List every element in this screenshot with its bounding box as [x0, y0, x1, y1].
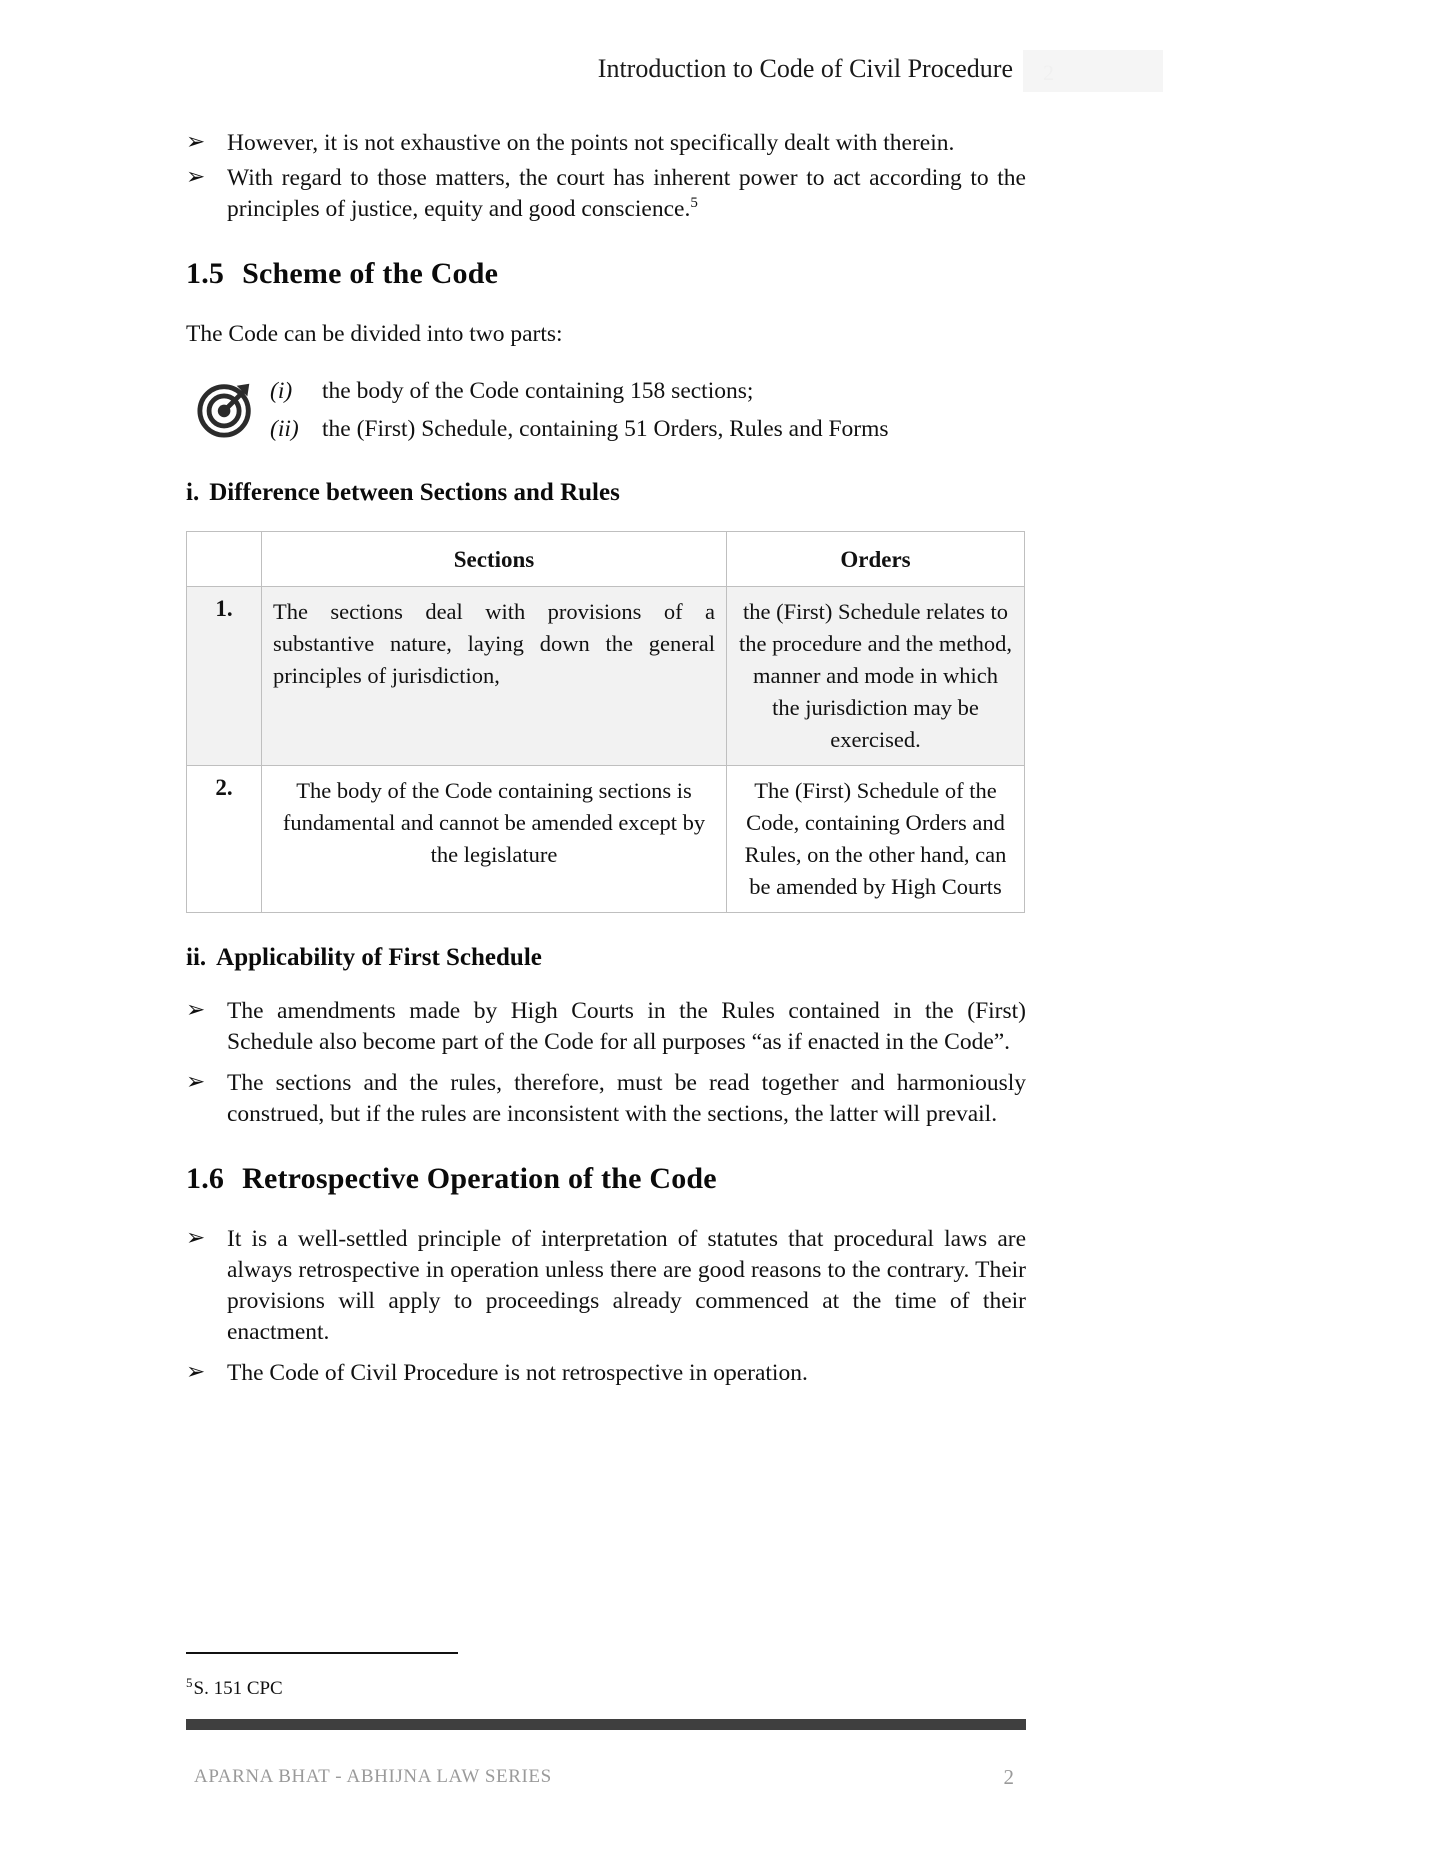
- footnote-ref: 5: [690, 195, 698, 212]
- list-item: [186, 996, 1026, 1058]
- list-item: [186, 128, 1026, 159]
- list-item-text: the body of the Code containing 158 sections;: [322, 378, 754, 404]
- list-item: [186, 163, 1026, 225]
- list-item-text: the (First) Schedule, containing 51 Orders, Rules and Forms: [322, 416, 889, 442]
- arrow-bullet-icon: ➢: [186, 1225, 206, 1251]
- target-icon: [196, 377, 258, 439]
- heading-1-6-title: Retrospective Operation of the Code: [242, 1162, 717, 1195]
- heading-1-5-number: 1.5: [186, 257, 225, 290]
- list-item: [270, 410, 1026, 448]
- heading-1-6-number: 1.6: [186, 1162, 225, 1195]
- header-title: Introduction to Code of Civil Procedure: [597, 54, 1013, 83]
- page-content: [186, 128, 1026, 1399]
- table-header-row: [187, 532, 1025, 587]
- list-item: [186, 1358, 1026, 1389]
- cell-orders: the (First) Schedule relates to the procedure and the method, manner and mode in which the jurisdiction may be exercised.: [727, 587, 1025, 766]
- table-row: [187, 587, 1025, 766]
- list-item: [270, 372, 1026, 410]
- arrow-bullet-icon: ➢: [186, 164, 206, 190]
- footnote-separator: [186, 1652, 458, 1654]
- subheading-i-number: i.: [186, 479, 200, 506]
- page-header: [0, 52, 1445, 98]
- arrow-bullet-icon: ➢: [186, 129, 206, 155]
- column-header-orders: Orders: [727, 532, 1025, 587]
- header-page-badge-number: 2: [1043, 60, 1054, 85]
- footnote-entry: [186, 1676, 1036, 1701]
- arrow-bullet-icon: ➢: [186, 997, 206, 1023]
- footer-page-number: 2: [1003, 1765, 1014, 1789]
- cell-sections: The sections deal with provisions of a substantive nature, laying down the general principles of jurisdiction,: [262, 587, 727, 766]
- list-item: [186, 1224, 1026, 1348]
- subsection-ii-bullet-list: [186, 996, 1026, 1130]
- table-row: [187, 766, 1025, 913]
- subheading-ii-title: Applicability of First Schedule: [216, 944, 542, 971]
- page-footer: [186, 1762, 1026, 1796]
- cell-index: 1.: [187, 587, 262, 766]
- footnote-body: S. 151 CPC: [193, 1678, 283, 1699]
- arrow-bullet-icon: ➢: [186, 1359, 206, 1385]
- list-item-text: It is a well-settled principle of interpretation of statutes that procedural laws are always retrospective in operation unless there are good reasons to the contrary. Their provisions will apply to proceedings already commenced at the time of their enactment.: [227, 1226, 1026, 1345]
- footnote-marker: 5: [186, 1674, 193, 1690]
- list-item-text: The Code of Civil Procedure is not retrospective in operation.: [227, 1360, 808, 1386]
- sections-orders-table: [186, 531, 1025, 913]
- list-item: [186, 1068, 1026, 1130]
- column-header-sections: Sections: [262, 532, 727, 587]
- cell-sections: The body of the Code containing sections is fundamental and cannot be amended except by the legislature: [262, 766, 727, 913]
- heading-1-5-title: Scheme of the Code: [242, 257, 499, 290]
- code-parts-list: [270, 372, 1026, 448]
- heading-1-6: [186, 1160, 1026, 1198]
- section-1-6-bullet-list: [186, 1224, 1026, 1389]
- cell-index: 2.: [187, 766, 262, 913]
- subheading-ii-number: ii.: [186, 944, 207, 971]
- intro-bullet-list: [186, 128, 1026, 225]
- code-parts-block: [186, 372, 1026, 448]
- roman-label: (i): [270, 378, 293, 404]
- subheading-i-title: Difference between Sections and Rules: [209, 479, 620, 506]
- heading-1-5: [186, 255, 1026, 293]
- cell-orders: The (First) Schedule of the Code, containing Orders and Rules, on the other hand, can be amended by High Courts: [727, 766, 1025, 913]
- subheading-ii: [186, 941, 1026, 974]
- footer-divider-bar: [186, 1719, 1026, 1730]
- column-header-index: [187, 532, 262, 587]
- subheading-i: [186, 476, 1026, 509]
- footer-series-label: APARNA BHAT - ABHIJNA LAW SERIES: [194, 1766, 552, 1787]
- list-item-text: With regard to those matters, the court has inherent power to act according to the principles of justice, equity and good conscience.: [227, 165, 1026, 222]
- section-1-5-intro: The Code can be divided into two parts:: [186, 321, 563, 347]
- list-item-text: However, it is not exhaustive on the points not specifically dealt with therein.: [227, 130, 955, 156]
- roman-label: (ii): [270, 416, 299, 442]
- arrow-bullet-icon: ➢: [186, 1069, 206, 1095]
- list-item-text: The sections and the rules, therefore, must be read together and harmoniously construed, but if the rules are inconsistent with the sections, the latter will prevail.: [227, 1070, 1026, 1127]
- footnote-area: [186, 1652, 1036, 1701]
- list-item-text: The amendments made by High Courts in the Rules contained in the (First) Schedule also become part of the Code for all purposes “as if enacted in the Code”.: [227, 998, 1026, 1055]
